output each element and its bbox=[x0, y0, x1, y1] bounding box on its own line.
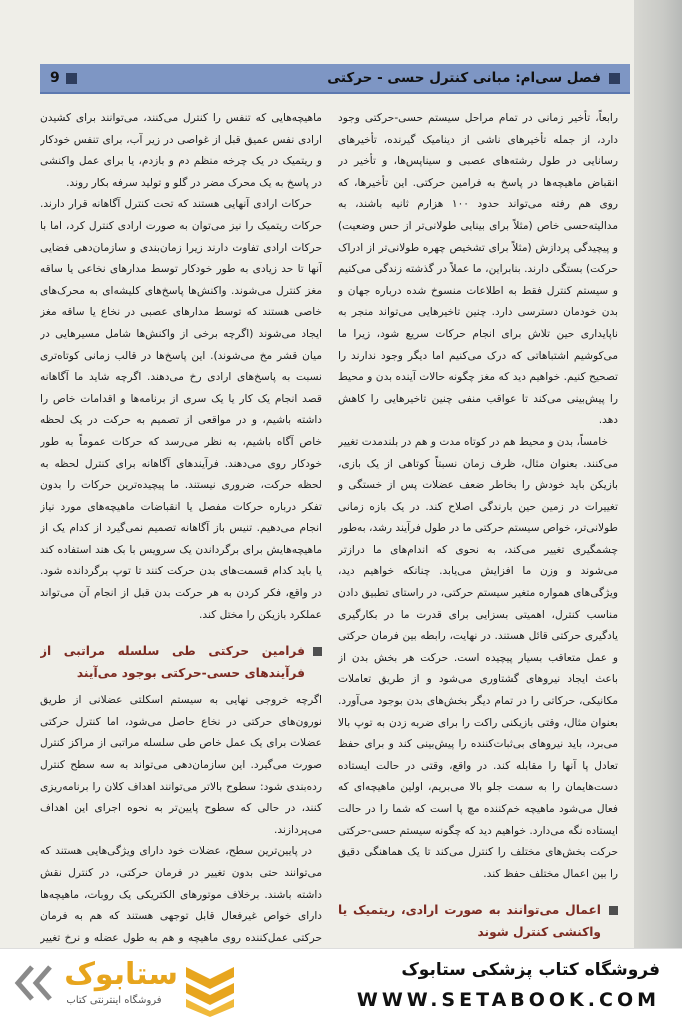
running-header bbox=[40, 64, 630, 94]
page-edge bbox=[634, 0, 682, 948]
page-square-icon bbox=[66, 73, 77, 84]
logo-wordmark: ستابوک bbox=[64, 957, 178, 992]
paragraph: خامساً، بدن و محیط هم در کوتاه مدت و هم در بلندمدت تغییر می‌کنند. بعنوان مثال، ظرف زمان نسبتاً کوتاهی از یک بازی، بازیکن باید خودش را بخاطر ضعف عضلات پس از خستگی و تغییرات در زمین حین بارندگی اصلاح کند. در یک بازه زمانی طولانی‌تر، خواص سیستم حرکتی ما در طول فرآیند رشد، به‌طور چشمگیری تغییر می‌کند، به نحوی که اندام‌های ما درازتر می‌شوند و وزن ما افزایش می‌یابد. چنانکه خواهیم دید، ویژگی‌های همواره متغیر سیستم حرکتی، در راستای تطبیق دادن مناسب کنترل، اهمیتی بسزایی برای قدرت ما در بکارگیری یادگیری حرکتی قائل هستند. در نهایت، رابطه بین فرمان حرکتی و عمل متعاقب بسیار پیچیده است. حرکت هر بخش بدن از باعث ایجاد نیروهای گشتاوری می‌شود و از طریق تعاملات مکانیکی، حرکاتی را در تمام دیگر بخش‌های بدن بوجود می‌آورد. بعنوان مثال، وقتی بازیکنی راکت را برای ضربه زدن به توپ بالا می‌برد، باید نیروهای بی‌ثبات‌کننده را پیش‌بینی کند و برای حفظ تعادل پا آنها را مقابله کند. در واقع، وقتی در حالت ایستاده دست‌هایمان را به سمت جلو بالا می‌بریم، اولین ماهیچه‌ای که فعال می‌شود ماهیچه خم‌کننده مچ پا است که شما را در حالت ایستاده نگه می‌دارد. خواهیم دید که چگونه سیستم حسی-حرکتی حرکت بخش‌های مختلف را کنترل می‌کند تا یک هماهنگی دقیق را بین اعمال مختلف حفظ کند. bbox=[338, 435, 618, 880]
paragraph: ماهیچه‌هایی که تنفس را کنترل می‌کنند، می‌توانند برای کشیدن ارادی نفس عمیق قبل از غواصی در زیر آب، برای تنفس خودکار و ریتمیک در یک چرخه منظم دم و بازدم، یا برای عمل واکنشی در پاسخ به یک محرک مضر در گلو و تولید سرفه بکار روند. bbox=[40, 112, 322, 189]
left-column bbox=[40, 108, 322, 944]
section-square-icon bbox=[313, 647, 322, 656]
page-number-group bbox=[50, 70, 77, 86]
watermark-footer bbox=[0, 948, 682, 1024]
section-heading bbox=[40, 640, 322, 684]
logo-tagline: فروشگاه اینترنتی کتاب bbox=[66, 995, 162, 1006]
paragraph: اگرچه خروجی نهایی به سیستم اسکلتی عضلانی از طریق نورون‌های حرکتی در نخاع حاصل می‌شود، اما کنترل حرکتی عضلات برای یک عمل خاص طی سلسله مراتبی از مراکز کنترل صورت می‌گیرد. این سازمان‌دهی می‌تواند به سه سطح کنترل رده‌بندی شود: سطوح بالاتر می‌توانند اهداف کلان را برنامه‌ریزی کنند، در حالی که سطوح پایین‌تر به نحوه اجرای این اهداف می‌پردازند. bbox=[40, 694, 322, 836]
setabook-logo bbox=[10, 955, 240, 1019]
footer-text bbox=[220, 955, 660, 1015]
header-square-icon bbox=[609, 73, 620, 84]
right-column bbox=[338, 108, 618, 944]
store-name: فروشگاه کتاب پزشکی ستابوک bbox=[401, 960, 660, 980]
section-square-icon bbox=[609, 906, 618, 915]
section-heading bbox=[338, 899, 618, 943]
store-url[interactable]: WWW.SETABOOK.COM bbox=[356, 989, 660, 1011]
paragraph: رابعاً، تأخیر زمانی در تمام مراحل سیستم حسی-حرکتی وجود دارد، از جمله تأخیرهای ناشی از دینامیک گیرنده، تأخیرهای رسانایی در طول رشته‌های عصبی و سیناپس‌ها، و تأخیر در انقباض ماهیچه‌ها در پاسخ به فرامین حرکتی. این تأخیرها، که روی هم رفته می‌تواند حدود ۱۰۰ هزارم ثانیه باشند، به مدالیته‌حسی خاص (مثلاً برای بینایی طولانی‌تر از حس وضعیت) و پیچیدگی پردازش (مثلاً برای تشخیص چهره طولانی‌تر از ادراک حرکت) بستگی دارند. بنابراین، ما عملاً در گذشته زندگی می‌کنیم و سیستم کنترل فقط به اطلاعات منسوخ شده درباره جهان و بدن خودمان دسترسی دارد. چنین تاخیرهایی می‌تواند منجر به ناپایداری حین تلاش برای انجام حرکات سریع شود، زیرا ما می‌کوشیم اشتباهاتی که درک می‌کنیم اما دیگر وجود ندارند را تصحیح کنیم. خواهیم دید که مغز چگونه حالات آینده بدن و محیط را پیش‌بینی می‌کند تا عواقب منفی چنین تاخیرهایی را کاهش دهد. bbox=[338, 112, 618, 427]
chapter-title: فصل سی‌ام: مبانی کنترل حسی - حرکتی bbox=[327, 70, 601, 86]
section-heading-text: اعمال می‌توانند به صورت ارادی، ریتمیک یا واکنشی کنترل شوند bbox=[338, 903, 601, 940]
page-number: 9 bbox=[50, 70, 60, 86]
paragraph: در پایین‌ترین سطح، عضلات خود دارای ویژگی‌هایی هستند که می‌توانند حتی بدون تغییر در فرمان حرکتی، در کنترل نقش داشته باشند. برخلاف موتورهای الکتریکی یک روبات، ماهیچه‌ها دارای خواص غیرفعال قابل توجهی هستند که هم به فرمان حرکتی عمل‌کننده روی ماهیچه و هم به طول عضله و نرخ تغییر bbox=[40, 845, 322, 944]
paragraph: حرکات ارادی آنهایی هستند که تحت کنترل آگاهانه قرار دارند. حرکات ریتمیک را نیز می‌توان به صورت ارادی کنترل کرد، اما با حرکات ارادی تفاوت دارند زیرا زمان‌بندی و سازمان‌دهی فضایی آنها تا حد زیادی به طور خودکار توسط مدارهای نخاعی یا ساقه مغز کنترل می‌شوند. واکنش‌ها پاسخ‌های کلیشه‌ای به محرک‌های خاصی هستند که توسط مدارهای عصبی در نخاع یا ساقه مغز ایجاد می‌شوند (اگرچه برخی از واکنش‌ها شامل مسیرهایی در میان قشر مخ می‌شوند). این پاسخ‌ها در قالب زمانی کوتاه‌تری نسبت به پاسخ‌های ارادی رخ می‌دهند. اگرچه شاید ما آگاهانه قصد انجام یک کار یا یک سری از برنامه‌ها و اقدامات خاص را داشته باشیم، و در مواقعی از تصمیم به حرکت در یک لحظه خاص آگاه باشیم، به نظر می‌رسد که حرکات عموماً به طور خودکار روی می‌دهند. فرآیندهای آگاهانه برای کنترل لحظه به لحظه حرکت، ضروری نیستند. ما پیچیده‌ترین حرکات را بدون تفکر درباره حرکات مفصل یا انقباضات ماهیچه‌های مورد نیاز انجام می‌دهیم. تنیس باز آگاهانه تصمیم نمی‌گیرد از کدام یک از ماهیچه‌هایش برای برگرداندن یک سرویس با بک هند استفاده کند یا باید کدام قسمت‌های بدن حرکت کنند تا توپ برگردانده شود. در واقع، فکر کردن به هر حرکت بدن قبل از انجام آن می‌تواند عملکرد بازیکن را مختل کند. bbox=[40, 198, 322, 621]
section-heading-text: فرامین حرکتی طی سلسله مراتبی از فرآیندهای حسی-حرکتی بوجود می‌آیند bbox=[40, 644, 305, 681]
